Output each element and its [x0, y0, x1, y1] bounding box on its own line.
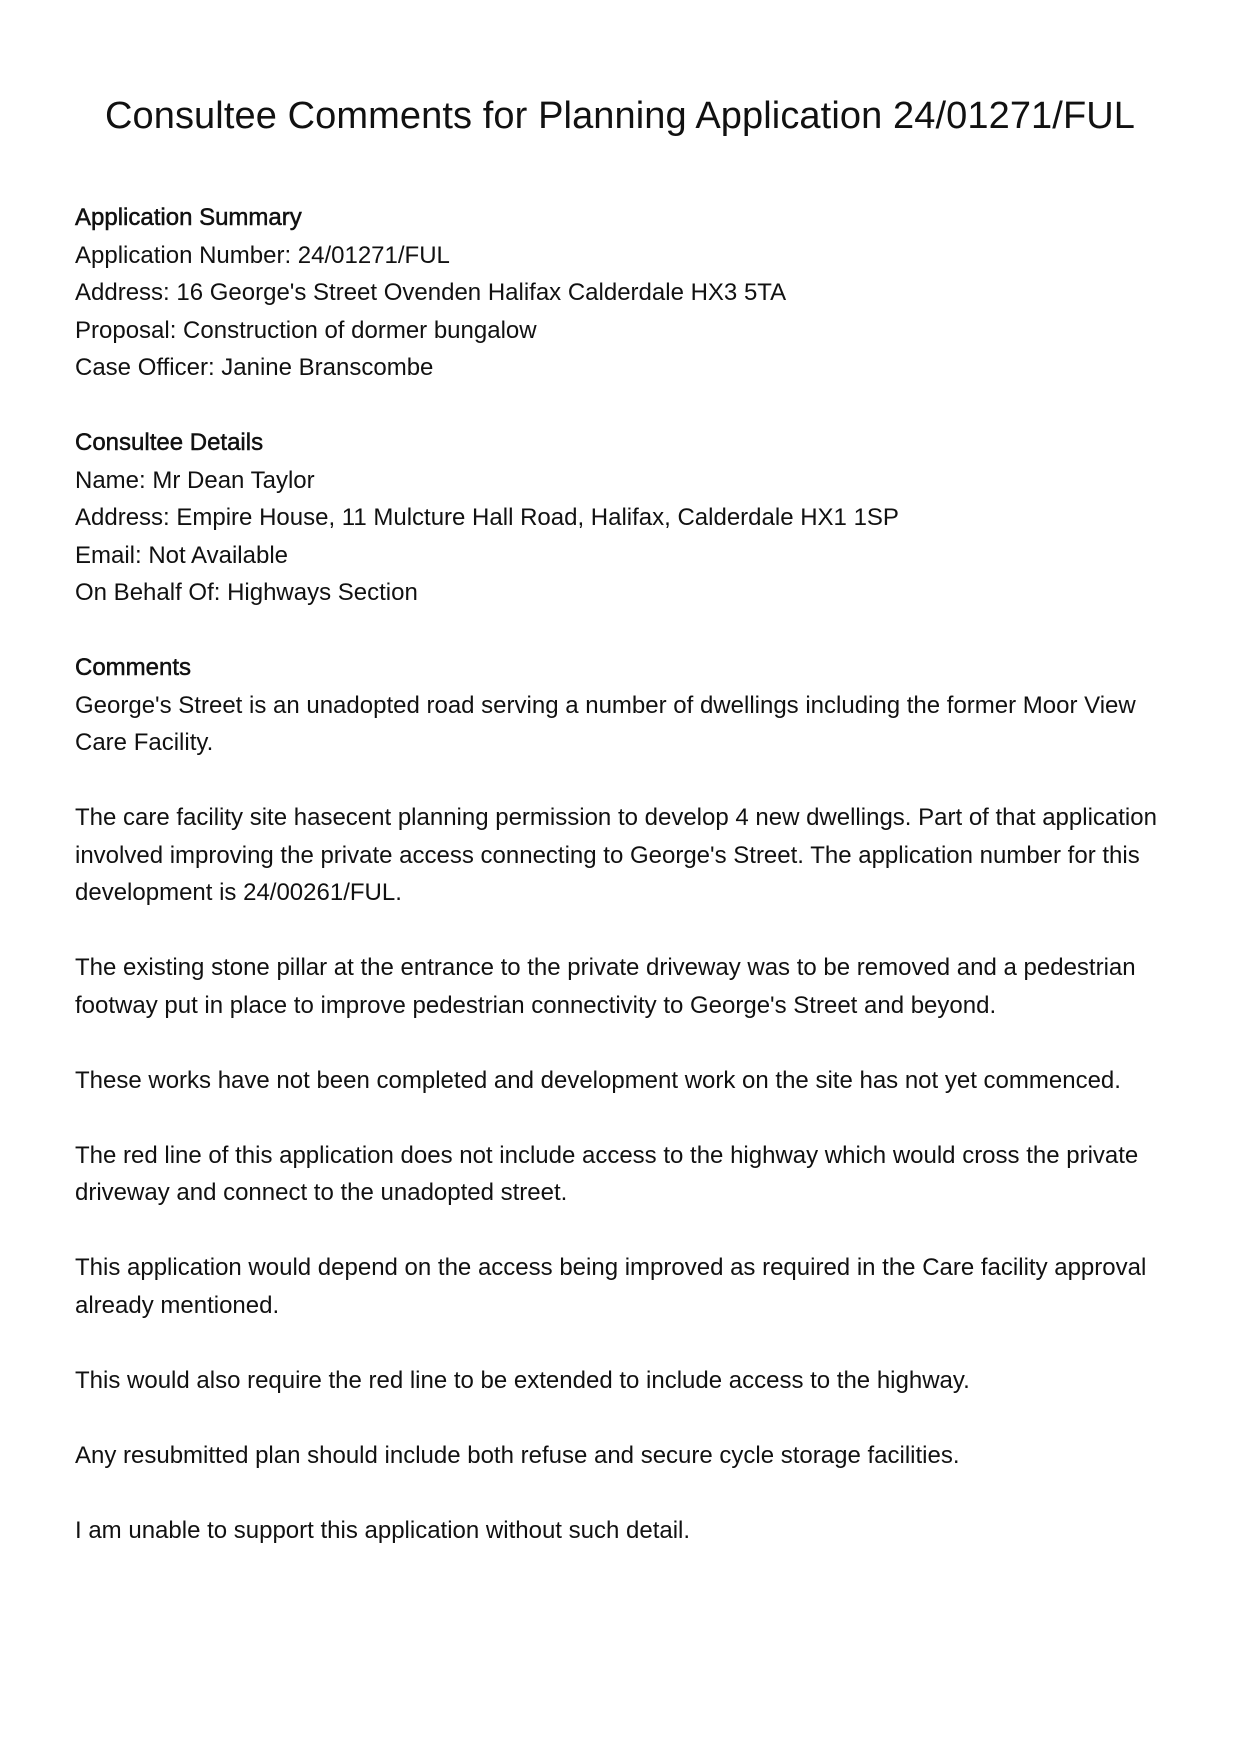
comment-paragraph: George's Street is an unadopted road serving a number of dwellings including the former Moor View Care Facility.	[75, 691, 1136, 756]
consultee-address: Address: Empire House, 11 Mulcture Hall Road, Halifax, Calderdale HX1 1SP	[75, 504, 899, 531]
consultee-on-behalf-of: On Behalf Of: Highways Section	[75, 579, 418, 606]
comment-paragraph: I am unable to support this application without such detail.	[75, 1516, 691, 1544]
comment-paragraph: This would also require the red line to be extended to include access to the highway.	[75, 1366, 970, 1394]
document-body	[75, 199, 1175, 1587]
page-title: Consultee Comments for Planning Application 24/01271/FUL	[104, 95, 1136, 137]
consultee-details-heading: Consultee Details	[75, 429, 264, 456]
comment-paragraph: The care facility site hasecent planning permission to develop 4 new dwellings. Part of that application involved improving the private access connecting to George's Street. The application number for this development is 24/00261/FUL.	[75, 804, 1157, 906]
comment-paragraph: The existing stone pillar at the entrance to the private driveway was to be removed and a pedestrian footway put in place to improve pedestrian connectivity to George's Street and beyond.	[75, 954, 1136, 1019]
application-proposal: Proposal: Construction of dormer bungalow	[75, 316, 537, 344]
case-officer: Case Officer: Janine Branscombe	[75, 354, 434, 381]
application-address: Address: 16 George's Street Ovenden Halifax Calderdale HX3 5TA	[75, 279, 787, 306]
consultee-name: Name: Mr Dean Taylor	[75, 466, 315, 494]
comments-section	[75, 649, 1175, 1549]
comment-paragraph: The red line of this application does not include access to the highway which would cross the private driveway and connect to the unadopted street.	[75, 1141, 1139, 1206]
comment-paragraph: These works have not been completed and development work on the site has not yet commenced.	[75, 1066, 1121, 1094]
consultee-email: Email: Not Available	[75, 541, 288, 569]
comments-heading: Comments	[75, 654, 192, 681]
comment-paragraph: Any resubmitted plan should include both refuse and secure cycle storage facilities.	[75, 1441, 960, 1469]
consultee-details-section	[75, 424, 1175, 612]
comment-paragraph: This application would depend on the access being improved as required in the Care facility approval already mentioned.	[75, 1254, 1147, 1319]
application-summary-section	[75, 199, 1175, 387]
application-summary-heading: Application Summary	[75, 204, 302, 231]
application-number: Application Number: 24/01271/FUL	[75, 241, 450, 269]
